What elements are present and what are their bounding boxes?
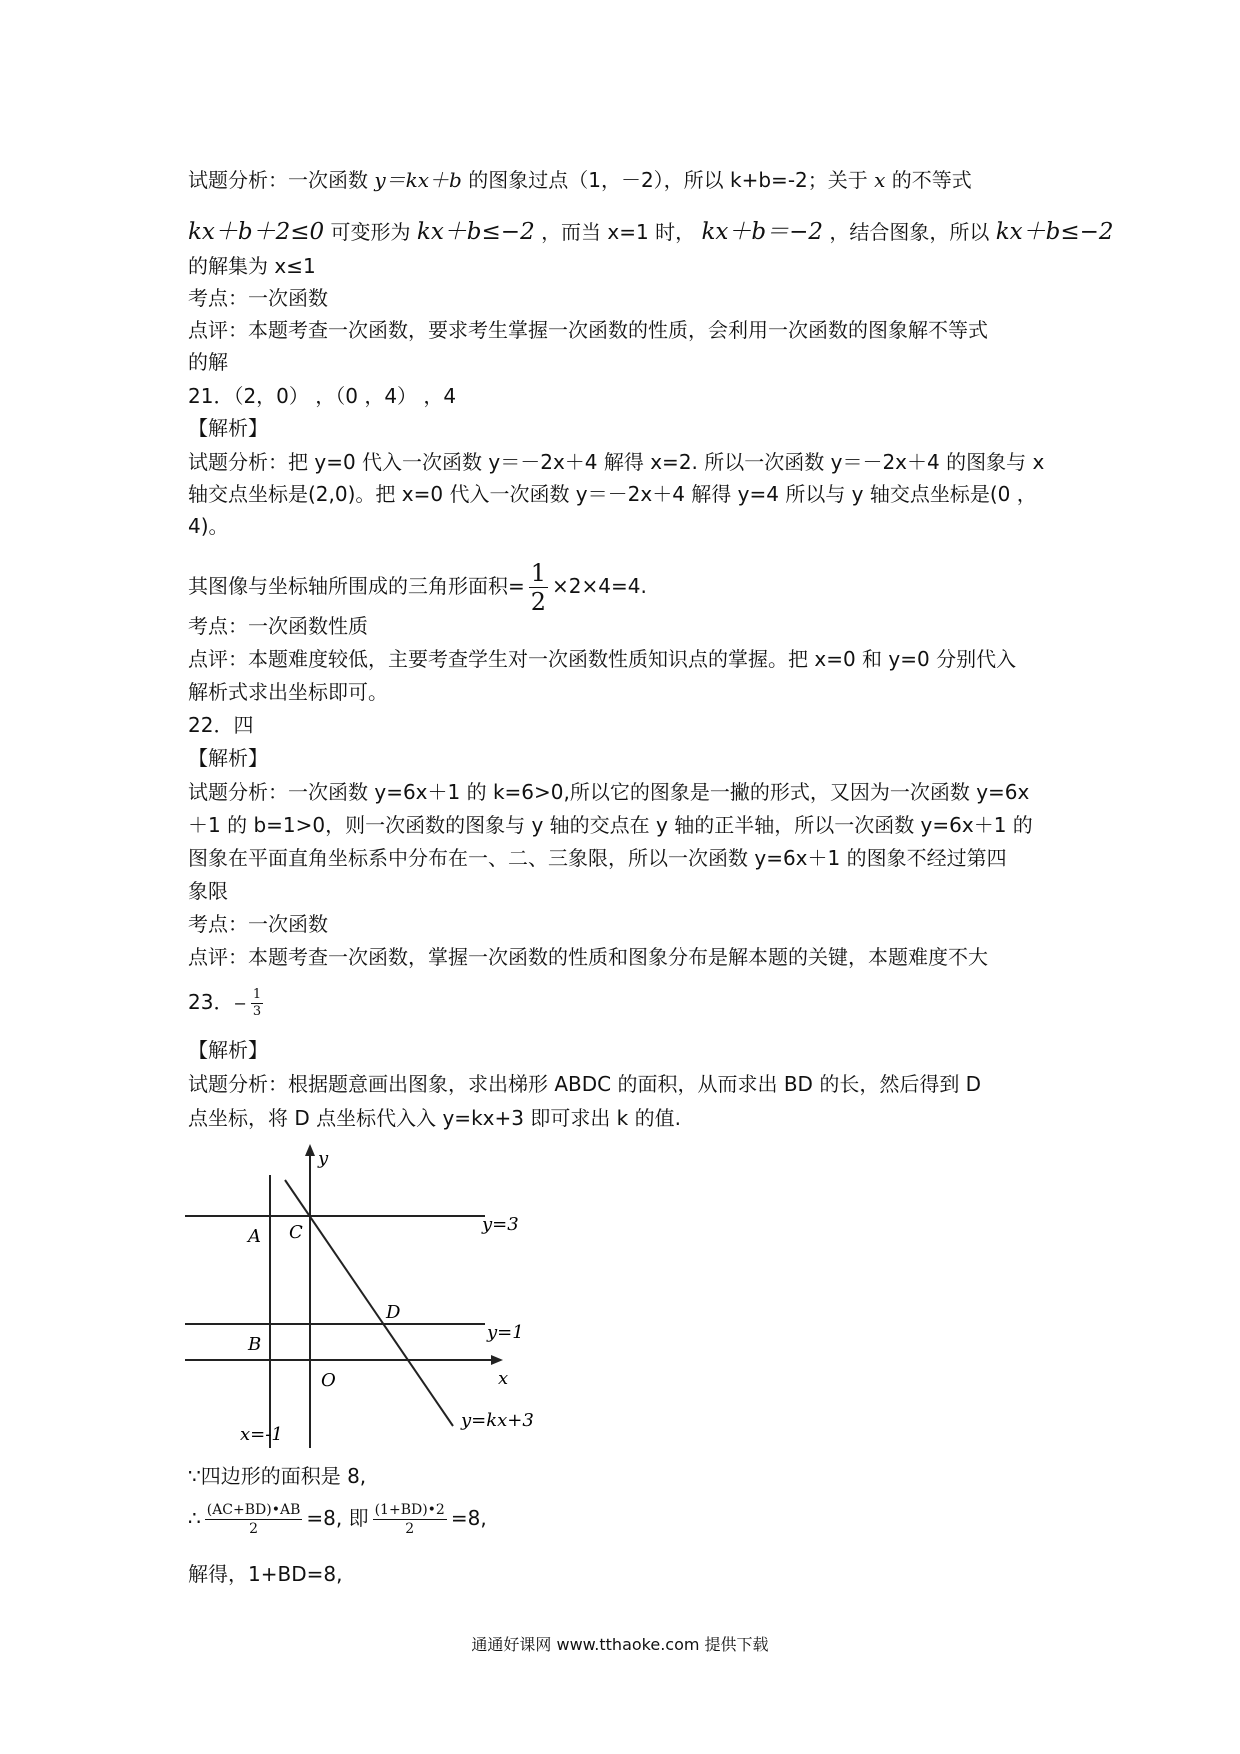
line-y1-label: y=1 (487, 1322, 524, 1343)
text: ，而当 x=1 时， (541, 220, 696, 244)
comment-line: 点评：本题考查一次函数，要求考生掌握一次函数的性质，会利用一次函数的图象解不等式 (188, 318, 988, 342)
answer-21: 21．（2，0） ，（0 ，4） ，4 (188, 384, 457, 408)
math-expression: kx＋b≤−2 (995, 219, 1114, 245)
kaodian-line: 考点：一次函数 (188, 286, 328, 310)
math-expression: kx＋b＝−2 (701, 219, 824, 245)
text-line: 试题分析：一次函数 y=6x＋1 的 k=6>0,所以它的图象是一撇的形式，又因为一次函数 y=6x (188, 780, 1030, 804)
fraction-numerator: 1 (252, 987, 262, 1002)
text-line: ＋1 的 b=1>0，则一次函数的图象与 y 轴的交点在 y 轴的正半轴，所以一次函数 y=6x＋1 的 (188, 813, 1033, 837)
text-line: 解得，1+BD=8, (188, 1562, 343, 1586)
fraction-numerator: (1+BD)•2 (374, 1502, 445, 1518)
fraction-denominator: 2 (530, 588, 547, 616)
fraction (251, 987, 263, 1020)
text: 的图象过点（1，－2），所以 k+b=-2；关于 (468, 168, 868, 192)
point-B-label: B (248, 1334, 262, 1355)
section-heading: 【解析】 (188, 416, 268, 440)
kaodian-line: 考点：一次函数性质 (188, 614, 368, 638)
line-y3-label: y=3 (482, 1214, 519, 1235)
text: 其图像与坐标轴所围成的三角形面积= (188, 574, 525, 598)
comment-line: 点评：本题考查一次函数，掌握一次函数的性质和图象分布是解本题的关键，本题难度不大 (188, 945, 988, 969)
fraction (205, 1501, 303, 1538)
text-line (188, 168, 972, 192)
line-kx-plus-3-label: y=kx+3 (461, 1410, 534, 1431)
text: ×2×4=4. (552, 574, 647, 598)
y-axis-label: y (318, 1148, 329, 1169)
text: =8, 即 (306, 1506, 369, 1530)
text-line: 象限 (188, 879, 228, 903)
text: 的不等式 (891, 168, 972, 192)
fraction-denominator: 2 (405, 1521, 415, 1537)
math-expression: kx＋b＋2≤0 (188, 219, 325, 245)
fraction-numerator: 1 (530, 559, 547, 587)
section-heading: 【解析】 (188, 1038, 268, 1062)
fraction (529, 559, 548, 616)
section-heading: 【解析】 (188, 746, 268, 770)
text: 可变形为 (330, 220, 411, 244)
fraction-numerator: (AC+BD)•AB (206, 1502, 301, 1518)
line-x-minus-1-label: x=-1 (240, 1424, 283, 1445)
equation-line (188, 1496, 487, 1540)
text-line: 的解 (188, 350, 228, 374)
point-C-label: C (289, 1222, 303, 1243)
math-expression: y＝kx＋b (374, 168, 462, 192)
text: 23． (188, 990, 234, 1014)
text-line (188, 558, 647, 616)
point-A-label: A (248, 1226, 261, 1247)
kaodian-line: 考点：一次函数 (188, 912, 328, 936)
text: 试题分析：一次函数 (188, 168, 368, 192)
coordinate-figure (185, 1140, 545, 1450)
origin-label: O (321, 1370, 336, 1391)
fraction (373, 1501, 447, 1538)
answer-22: 22．四 (188, 713, 254, 737)
math-variable: x (874, 168, 886, 192)
fraction-denominator: 2 (249, 1521, 259, 1537)
page-footer: 通通好课网 www.tthaoke.com 提供下载 (471, 1635, 769, 1654)
text-line: 的解集为 x≤1 (188, 254, 316, 278)
math-expression: kx＋b≤−2 (416, 219, 535, 245)
text-line: 试题分析：根据题意画出图象，求出梯形 ABDC 的面积，从而求出 BD 的长，然后得到 D (188, 1072, 982, 1096)
minus-sign: − (233, 994, 247, 1013)
text: ，结合图象，所以 (829, 220, 990, 244)
answer-23 (188, 980, 267, 1026)
text-line (188, 220, 1114, 244)
fraction-denominator: 3 (252, 1004, 262, 1019)
text: =8, (450, 1506, 487, 1530)
therefore-symbol: ∴ (188, 1506, 201, 1530)
comment-line: 点评：本题难度较低，主要考查学生对一次函数性质知识点的掌握。把 x=0 和 y=0 分别代入 (188, 647, 1017, 671)
x-axis-arrow (491, 1355, 503, 1365)
text-line: 轴交点坐标是(2,0)。把 x=0 代入一次函数 y＝－2x＋4 解得 y=4 所以与 y 轴交点坐标是(0 ， (188, 482, 1037, 506)
text-line: ∵四边形的面积是 8, (188, 1464, 367, 1488)
text-line: 图象在平面直角坐标系中分布在一、二、三象限，所以一次函数 y=6x＋1 的图象不经过第四 (188, 846, 1007, 870)
text-line: 4)。 (188, 514, 229, 538)
text-line: 试题分析：把 y=0 代入一次函数 y＝－2x＋4 解得 x=2. 所以一次函数 y＝－2x＋4 的图象与 x (188, 450, 1045, 474)
y-axis-arrow (305, 1144, 315, 1156)
text-line: 点坐标，将 D 点坐标代入入 y=kx+3 即可求出 k 的值. (188, 1106, 681, 1130)
text-line: 解析式求出坐标即可。 (188, 680, 388, 704)
point-D-label: D (386, 1302, 401, 1323)
x-axis-label: x (498, 1368, 509, 1389)
